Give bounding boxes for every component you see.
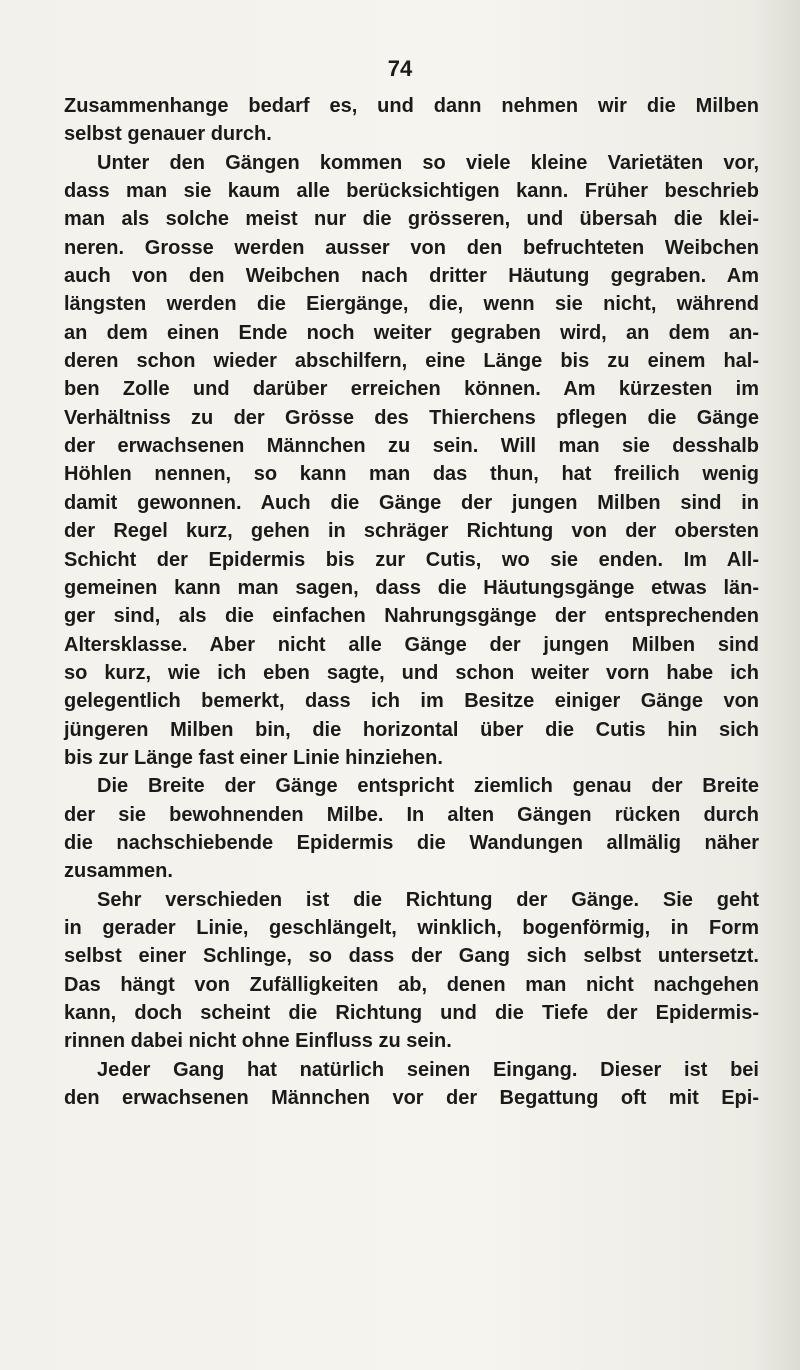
text-line: Jeder Gang hat natürlich seinen Eingang. Dieser ist bei [97, 1058, 759, 1081]
text-line: Höhlen nennen, so kann man das thun, hat freilich wenig [64, 463, 759, 486]
text-line: Das hängt von Zufälligkeiten ab, denen man nicht nachgehen [64, 973, 759, 996]
page-number: 74 [387, 56, 413, 81]
text-line: man als solche meist nur die grösseren, und übersah die klei- [64, 208, 759, 231]
text-line: der Regel kurz, gehen in schräger Richtung von der obersten [64, 520, 759, 543]
text-line: den erwachsenen Männchen vor der Begattung oft mit Epi- [64, 1087, 759, 1110]
text-line: Verhältniss zu der Grösse des Thierchens pflegen die Gänge [64, 406, 759, 429]
text-line: Die Breite der Gänge entspricht ziemlich genau der Breite [97, 775, 759, 798]
text-line: kann, doch scheint die Richtung und die Tiefe der Epidermis- [64, 1002, 759, 1024]
text-line: Unter den Gängen kommen so viele kleine Varietäten vor, [97, 151, 759, 174]
text-line: bis zur Länge fast einer Linie hinziehen. [64, 746, 443, 769]
text-line: gemeinen kann man sagen, dass die Häutungsgänge etwas län- [64, 576, 759, 599]
text-line: dass man sie kaum alle berücksichtigen kann. Früher beschrieb [64, 180, 759, 203]
text-line: der sie bewohnenden Milbe. In alten Gängen rücken durch [64, 803, 759, 826]
text-line: jüngeren Milben bin, die horizontal über die Cutis hin sich [64, 718, 759, 741]
text-line: ben Zolle und darüber erreichen können. Am kürzesten im [64, 378, 759, 401]
text-line: Schicht der Epidermis bis zur Cutis, wo sie enden. Im All- [64, 548, 759, 571]
text-line: zusammen. [64, 860, 173, 883]
text-line: selbst genauer durch. [64, 123, 272, 146]
text-line: auch von den Weibchen nach dritter Häutung gegraben. Am [64, 265, 759, 288]
text-line: damit gewonnen. Auch die Gänge der jungen Milben sind in [64, 491, 759, 514]
text-line: der erwachsenen Männchen zu sein. Will man sie desshalb [64, 435, 759, 458]
text-line: die nachschiebende Epidermis die Wandungen allmälig näher [64, 831, 759, 854]
text-line: an dem einen Ende noch weiter gegraben wird, an dem an- [64, 321, 759, 344]
text-line: längsten werden die Eiergänge, die, wenn sie nicht, während [64, 293, 759, 316]
text-line: rinnen dabei nicht ohne Einfluss zu sein. [64, 1030, 452, 1053]
text-line: Altersklasse. Aber nicht alle Gänge der jungen Milben sind [64, 633, 759, 656]
text-line: Sehr verschieden ist die Richtung der Gänge. Sie geht [97, 888, 759, 911]
text-line: selbst einer Schlinge, so dass der Gang sich selbst untersetzt. [64, 945, 759, 968]
text-line: deren schon wieder abschilfern, eine Länge bis zu einem hal- [64, 350, 759, 373]
text-line: in gerader Linie, geschlängelt, winklich, bogenförmig, in Form [64, 916, 759, 939]
text-line: so kurz, wie ich eben sagte, und schon weiter vorn habe ich [64, 661, 759, 684]
text-line: ger sind, als die einfachen Nahrungsgänge der entsprechenden [64, 605, 759, 628]
text-line: neren. Grosse werden ausser von den befruchteten Weibchen [64, 236, 759, 259]
text-line: Zusammenhange bedarf es, und dann nehmen wir die Milben [64, 95, 759, 117]
text-line: gelegentlich bemerkt, dass ich im Besitze einiger Gänge von [64, 690, 759, 713]
body-text [64, 92, 759, 1112]
